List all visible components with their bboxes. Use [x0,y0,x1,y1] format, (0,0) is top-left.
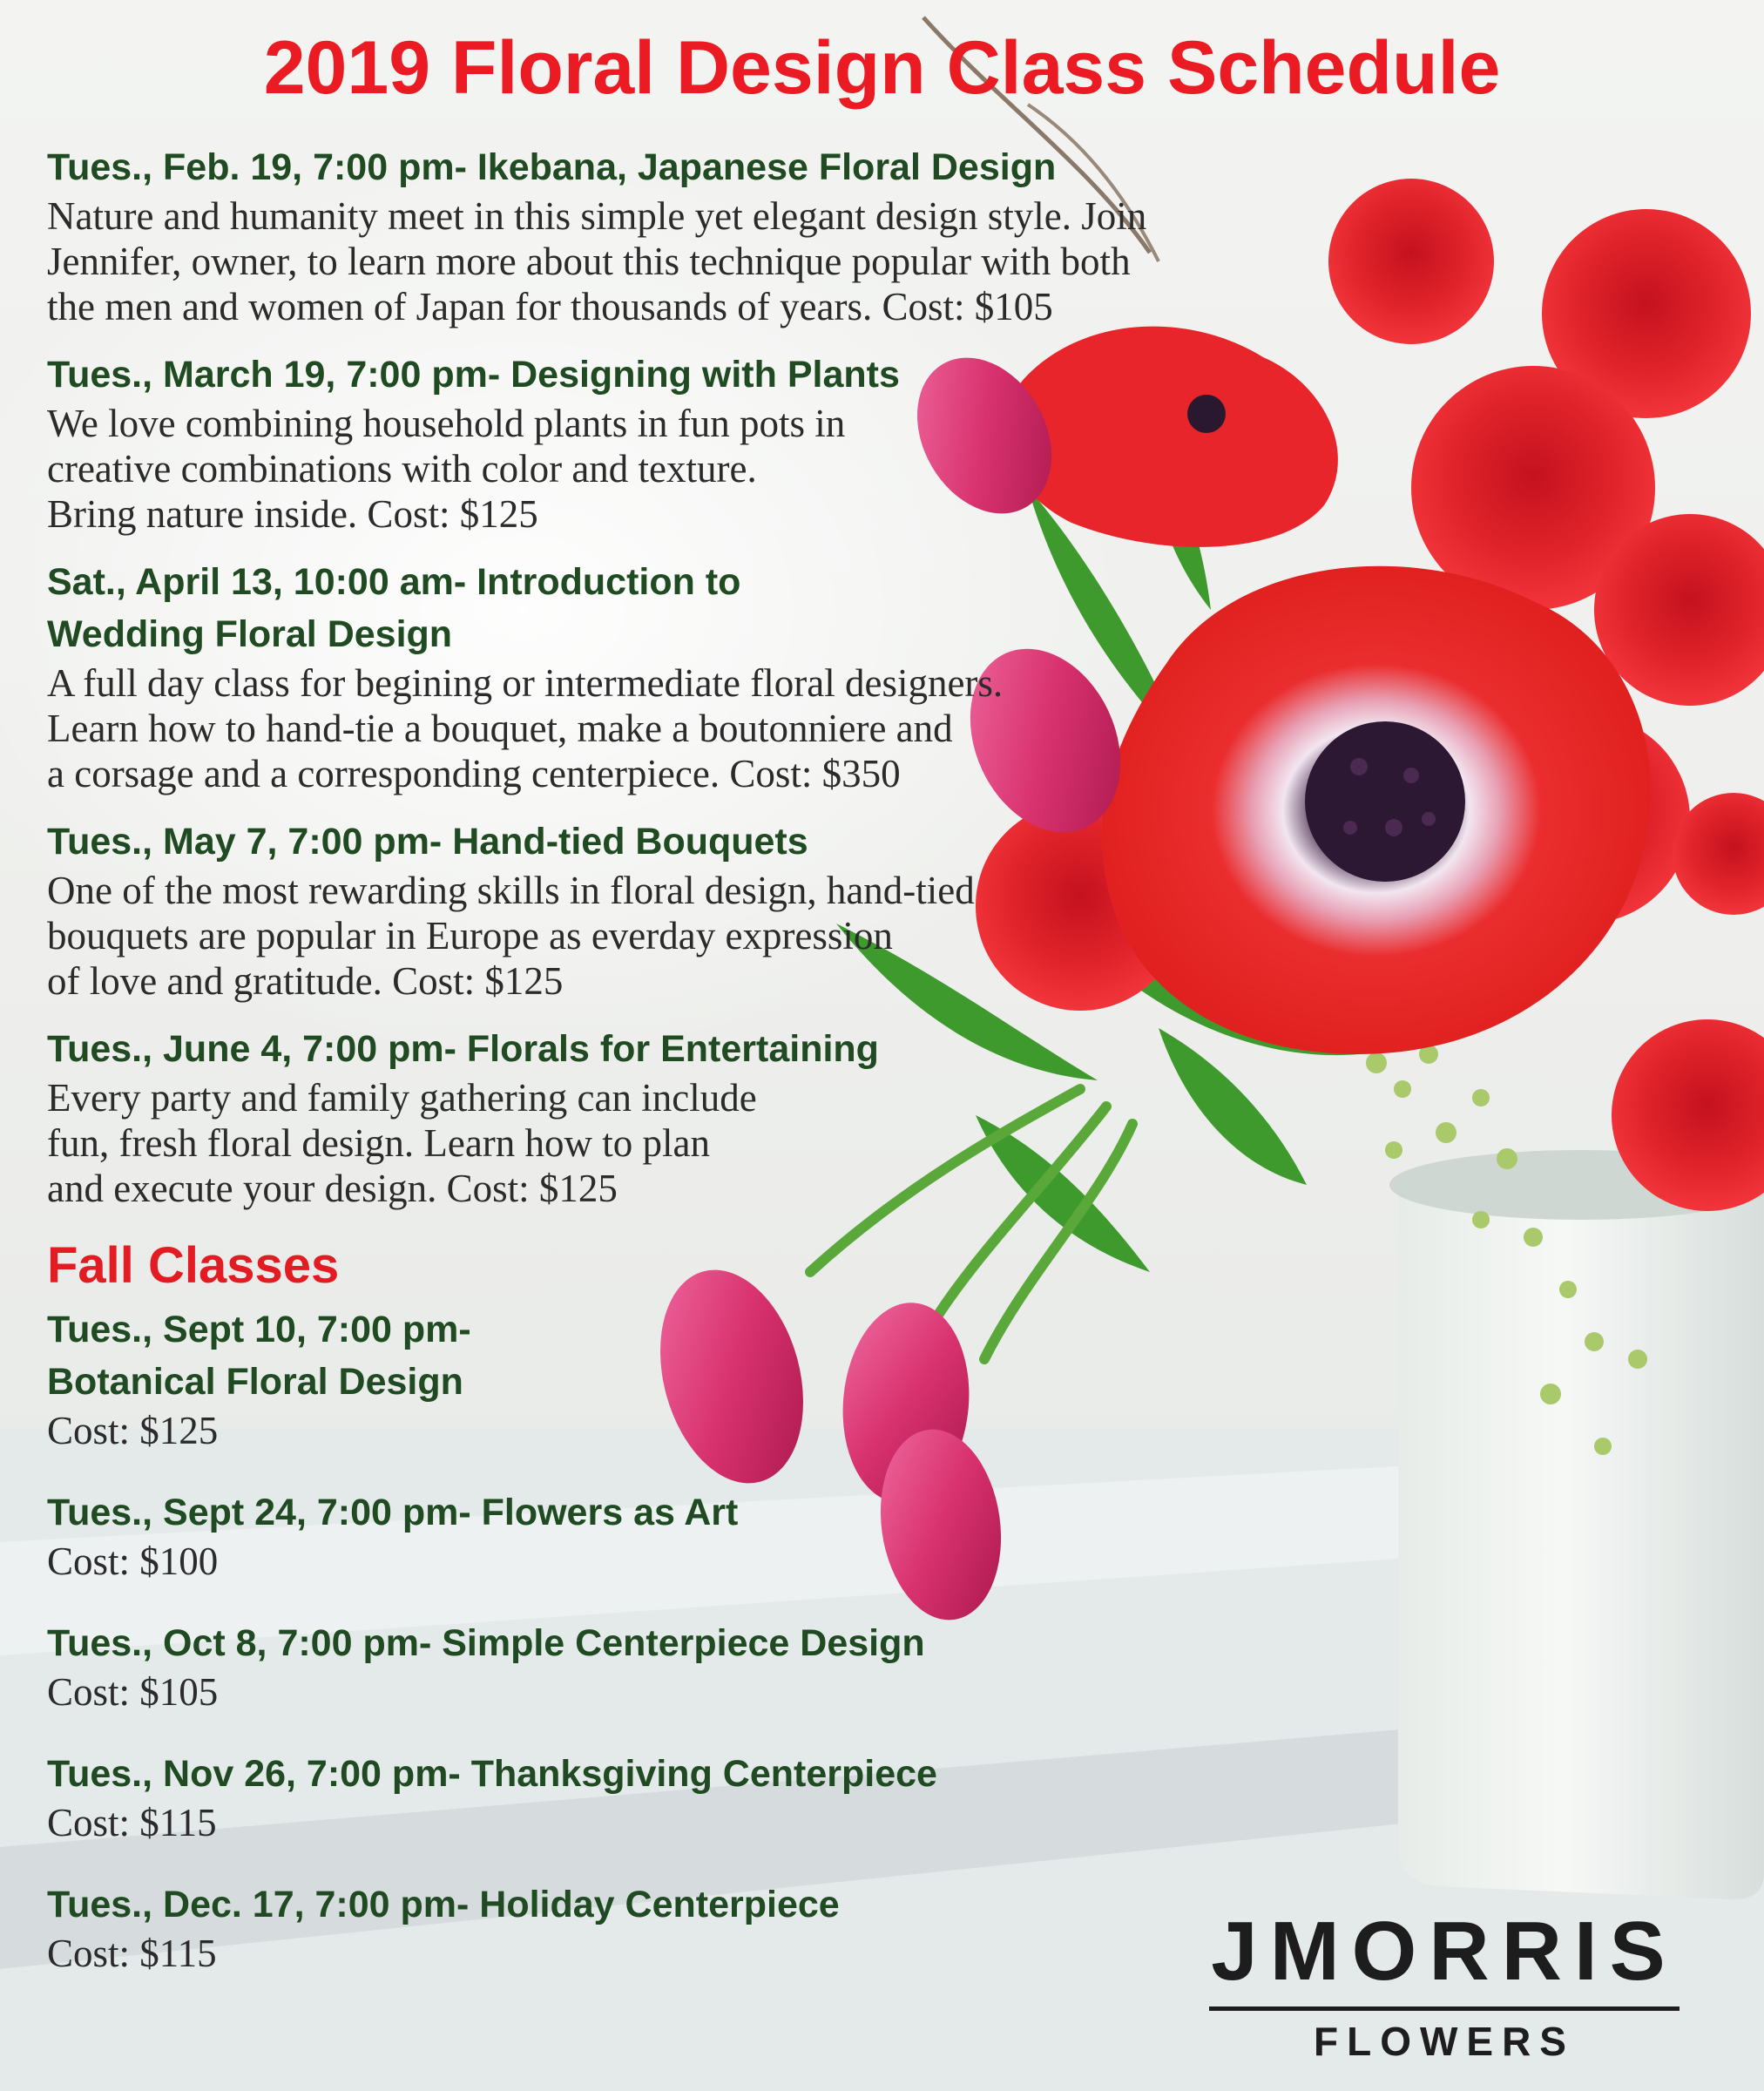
class-item [47,815,1267,1004]
class-heading: Tues., June 4, 7:00 pm- Florals for Entertaining [47,1028,879,1070]
class-description: We love combining household plants in fun pots in creative combinations with color and texture. Bring nature inside. Cost: $125 [47,402,846,536]
logo-divider [1209,2006,1680,2011]
class-schedule [47,141,1267,2009]
fall-classes-title: Fall Classes [47,1237,340,1294]
jmorris-flowers-logo [1200,1904,1688,2069]
class-heading: Tues., May 7, 7:00 pm- Hand-tied Bouquets [47,821,808,863]
class-heading: Tues., Sept 10, 7:00 pm- Botanical Floral Design [47,1309,471,1403]
logo-wordmark: JMORRIS [1211,1905,1678,1998]
page-title: 2019 Floral Design Class Schedule [263,26,1501,110]
class-item [47,1023,1267,1211]
class-heading: Tues., Sept 24, 7:00 pm- Flowers as Art [47,1492,739,1533]
class-heading: Tues., March 19, 7:00 pm- Designing with Plants [47,354,900,396]
class-heading: Tues., Nov 26, 7:00 pm- Thanksgiving Centerpiece [47,1753,937,1795]
class-heading: Sat., April 13, 10:00 am- Introduction to Wedding Floral Design [47,561,741,655]
class-item [47,348,1267,537]
class-item [47,1617,1267,1715]
class-cost: Cost: $115 [47,1801,217,1844]
class-description: One of the most rewarding skills in floral design, hand-tied bouquets are popular in Europe as everday expression of love and gratitude. Cost: $125 [47,869,975,1003]
class-item [47,1486,1267,1584]
class-heading: Tues., Dec. 17, 7:00 pm- Holiday Centerpiece [47,1884,840,1925]
class-heading: Tues., Oct 8, 7:00 pm- Simple Centerpiece Design [47,1622,925,1664]
class-description: Every party and family gathering can include fun, fresh floral design. Learn how to plan and execute your design. Cost: $125 [47,1076,757,1210]
class-description: Nature and humanity meet in this simple yet elegant design style. Join Jennifer, owner, to learn more about this technique popular with both the men and women of Japan for thousands of years. Cost: $105 [47,194,1147,328]
class-cost: Cost: $100 [47,1539,219,1583]
class-item [47,1878,1267,1976]
class-item [47,1303,1267,1453]
class-cost: Cost: $125 [47,1409,219,1452]
class-description: A full day class for begining or intermediate floral designers. Learn how to hand-tie a bouquet, make a boutonniere and a corsage and a corresponding centerpiece. Cost: $350 [47,661,1004,795]
class-cost: Cost: $105 [47,1670,219,1714]
class-cost: Cost: $115 [47,1932,217,1975]
class-item [47,1748,1267,1845]
class-item [47,141,1267,329]
class-heading: Tues., Feb. 19, 7:00 pm- Ikebana, Japanese Floral Design [47,146,1057,188]
logo-subtitle: FLOWERS [1314,2019,1575,2064]
class-item [47,556,1267,796]
